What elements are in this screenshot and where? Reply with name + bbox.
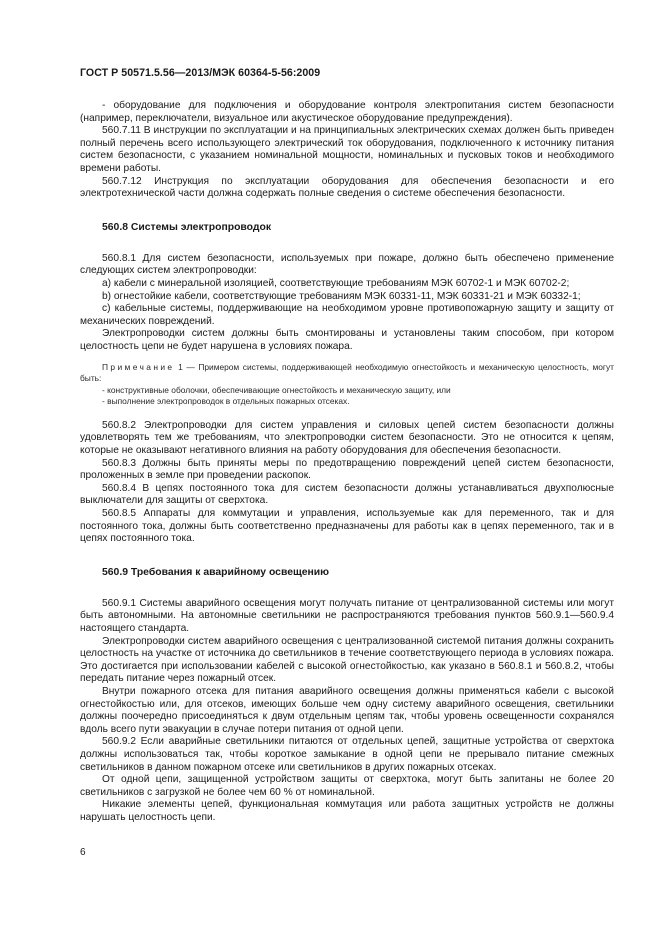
clause-560-9-1: 560.9.1 Системы аварийного освещения могут получать питание от централизованной системы или могут быть автономными. На автономные светильники не распространяются требования пунктов 560.9.1—560.9.4 настоящего стандарта. <box>80 597 614 634</box>
clause-560-8-4: 560.8.4 В цепях постоянного тока для систем безопасности должны устанавливаться двухполюсные выключатели для защиты от сверхтока. <box>80 482 614 507</box>
clause-560-9-2: 560.9.2 Если аварийные светильники питаются от отдельных цепей, защитные устройства от сверхтока должны использоваться так, чтобы короткое замыкание в одной цепи не прерывало питание смежных светильников в данном пожарном отсеке или светильников в других пожарных отсеках. <box>80 736 614 773</box>
clause-560-8-1: 560.8.1 Для систем безопасности, используемых при пожаре, должно быть обеспечено применение следующих систем электропроводки: <box>80 252 614 277</box>
clause-560-8-2: 560.8.2 Электропроводки для систем управления и силовых цепей систем безопасности должны удовлетворять тем же требованиям, что электропроводки систем безопасности. Это не относится к цепям, которые не оказывают негативного влияния на работу оборудования для обеспечения безопасности. <box>80 419 614 457</box>
clause-560-8-3: 560.8.3 Должны быть приняты меры по предотвращению повреждений цепей систем безопасности, проложенных в земле при проведении раскопок. <box>80 457 614 482</box>
fire-compartment-paragraph: Внутри пожарного отсека для питания аварийного освещения должны применяться кабели с высокой огнестойкостью или, для отсеков, имеющих больше чем одну систему аварийного освещения, светильники должны поочередно присоединяться к двум отдельным цепям так, чтобы уровень освещенности сохранялся вдоль всего пути эвакуации в случае потери питания от одной цепи. <box>80 685 614 735</box>
note-1-item-2: - выполнение электропроводок в отдельных пожарных отсеках. <box>102 396 350 407</box>
intro-paragraph-1: - оборудование для подключения и оборудование контроля электропитания систем безопасности (например, переключатели, визуальное или акустическое оборудование предупреждения). <box>80 100 614 124</box>
clause-560-8-5: 560.8.5 Аппараты для коммутации и управления, используемые как для переменного, так и для постоянного тока, должны быть соответственно предназначены для работы как в цепях переменного, так и в цепях постоянного тока. <box>80 508 614 545</box>
circuit-integrity-paragraph: Никакие элементы цепей, функциональная коммутация или работа защитных устройств не должны нарушать целостность цепи. <box>80 799 614 823</box>
wiring-integrity-paragraph: Электропроводки систем должны быть смонтированы и установлены таким способом, при котором целостность цепи не будет нарушена в условиях пожара. <box>80 328 614 352</box>
page-number: 6 <box>80 847 86 858</box>
section-title-560-9: 560.9 Требования к аварийному освещению <box>102 566 330 578</box>
luminaire-limit-paragraph: От одной цепи, защищенной устройством защиты от сверхтока, могут быть запитаны не более 20 светильников с загрузкой не более чем 60 % от номинальной. <box>80 774 614 798</box>
clause-560-7-11: 560.7.11 В инструкции по эксплуатации и на принципиальных электрических схемах должен быть приведен полный перечень всего использующего электрический ток оборудования, подключенного к источнику питания систем безопасности, с указанием номинальной мощности, номинальных и пусковых токов и необходимого времени работы. <box>80 125 614 174</box>
central-supply-paragraph: Электропроводки систем аварийного освещения с централизованной системой питания должны сохранить целостность на участке от источника до светильников в течение соответствующего периода в условиях пожара. Это достигается при использовании кабелей с высокой огнестойкостью, как указано в 560.8.1 и 560.8.2, чтобы передать питание через пожарный отсек. <box>80 635 614 685</box>
list-item-c: c) кабельные системы, поддерживающие на необходимом уровне противопожарную защиту и защиту от механических повреждений. <box>80 303 614 327</box>
document-page <box>80 66 614 825</box>
list-item-b: b) огнестойкие кабели, соответствующие требованиям МЭК 60331-11, МЭК 60331-21 и МЭК 60332-1; <box>102 290 581 302</box>
note-label: Примечание <box>102 361 175 372</box>
note-1-text: 1 — Примером системы, поддерживающей необходимую огнестойкость и механическую целостность, могут быть: <box>80 361 614 384</box>
clause-560-7-12: 560.7.12 Инструкция по эксплуатации оборудования для обеспечения безопасности и его электротехнической части должна содержать полные сведения о системе обеспечения безопасности. <box>80 175 614 200</box>
section-title-560-8: 560.8 Системы электропроводок <box>102 221 272 233</box>
standard-header: ГОСТ Р 50571.5.56—2013/МЭК 60364-5-56:2009 <box>80 67 321 79</box>
list-item-a: a) кабели с минеральной изоляцией, соответствующие требованиям МЭК 60702-1 и МЭК 60702-2; <box>102 277 570 289</box>
note-1-item-1: - конструктивные оболочки, обеспечивающие огнестойкость и механическую защиту, или <box>102 384 451 395</box>
note-1 <box>80 362 614 385</box>
